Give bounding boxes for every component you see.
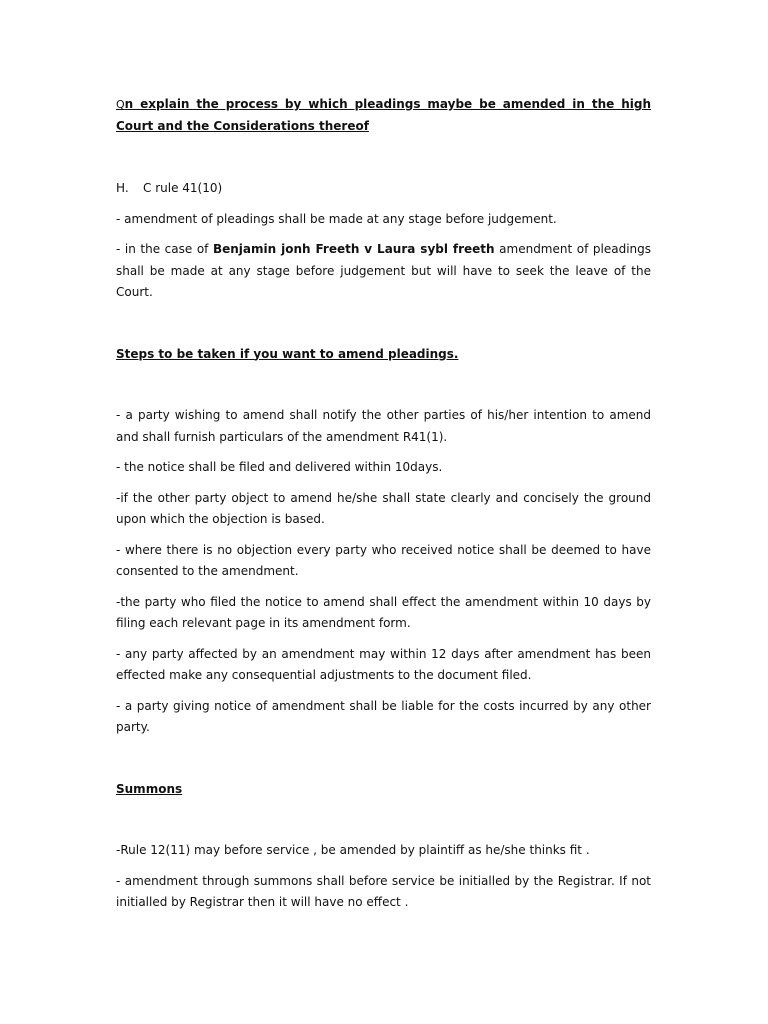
step-item: - where there is no objection every party who received notice shall be deemed to have consented to the amendment. [116,542,651,578]
case-paragraph [116,239,651,304]
question-title: n explain the process by which pleadings maybe be amended in the high Court and the Considerations thereof [116,97,651,133]
step-item: - a party giving notice of amendment shall be liable for the costs incurred by any other party. [116,698,651,734]
question-prefix: Q [116,98,125,111]
steps-heading: Steps to be taken if you want to amend pleadings. [116,346,459,361]
step-item: - a party wishing to amend shall notify the other parties of his/her intention to amend and shall furnish particulars of the amendment R41(1). [116,408,651,444]
step-item: -if the other party object to amend he/she shall state clearly and concisely the ground upon which the objection is based. [116,490,651,526]
case-trail: amendment of pleadings shall be made at any stage before judgement but will have to seek the leave of the Court. [116,242,652,299]
intro-paragraph: - amendment of pleadings shall be made at any stage before judgement. [116,211,557,226]
summons-item: - amendment through summons shall before service be initialled by the Registrar. If not initialled by Registrar then it will have no effect . [116,873,651,909]
case-name: Benjamin jonh Freeth v Laura sybl freeth [212,242,495,256]
document-body [116,94,651,914]
rule-text: C rule 41(10) [143,181,223,195]
summons-heading: Summons [116,781,183,796]
rule-reference [116,178,651,200]
question-heading [116,94,651,137]
step-item: - the notice shall be filed and delivered within 10days. [116,460,443,474]
case-lead: - in the case of [116,242,213,256]
step-item: -the party who filed the notice to amend shall effect the amendment within 10 days by filing each relevant page in its amendment form. [116,594,651,630]
summons-item: -Rule 12(11) may before service , be amended by plaintiff as he/she thinks fit . [116,843,590,857]
rule-prefix: H. [116,181,129,195]
step-item: - any party affected by an amendment may within 12 days after amendment has been effected make any consequential adjustments to the document filed. [116,646,651,682]
